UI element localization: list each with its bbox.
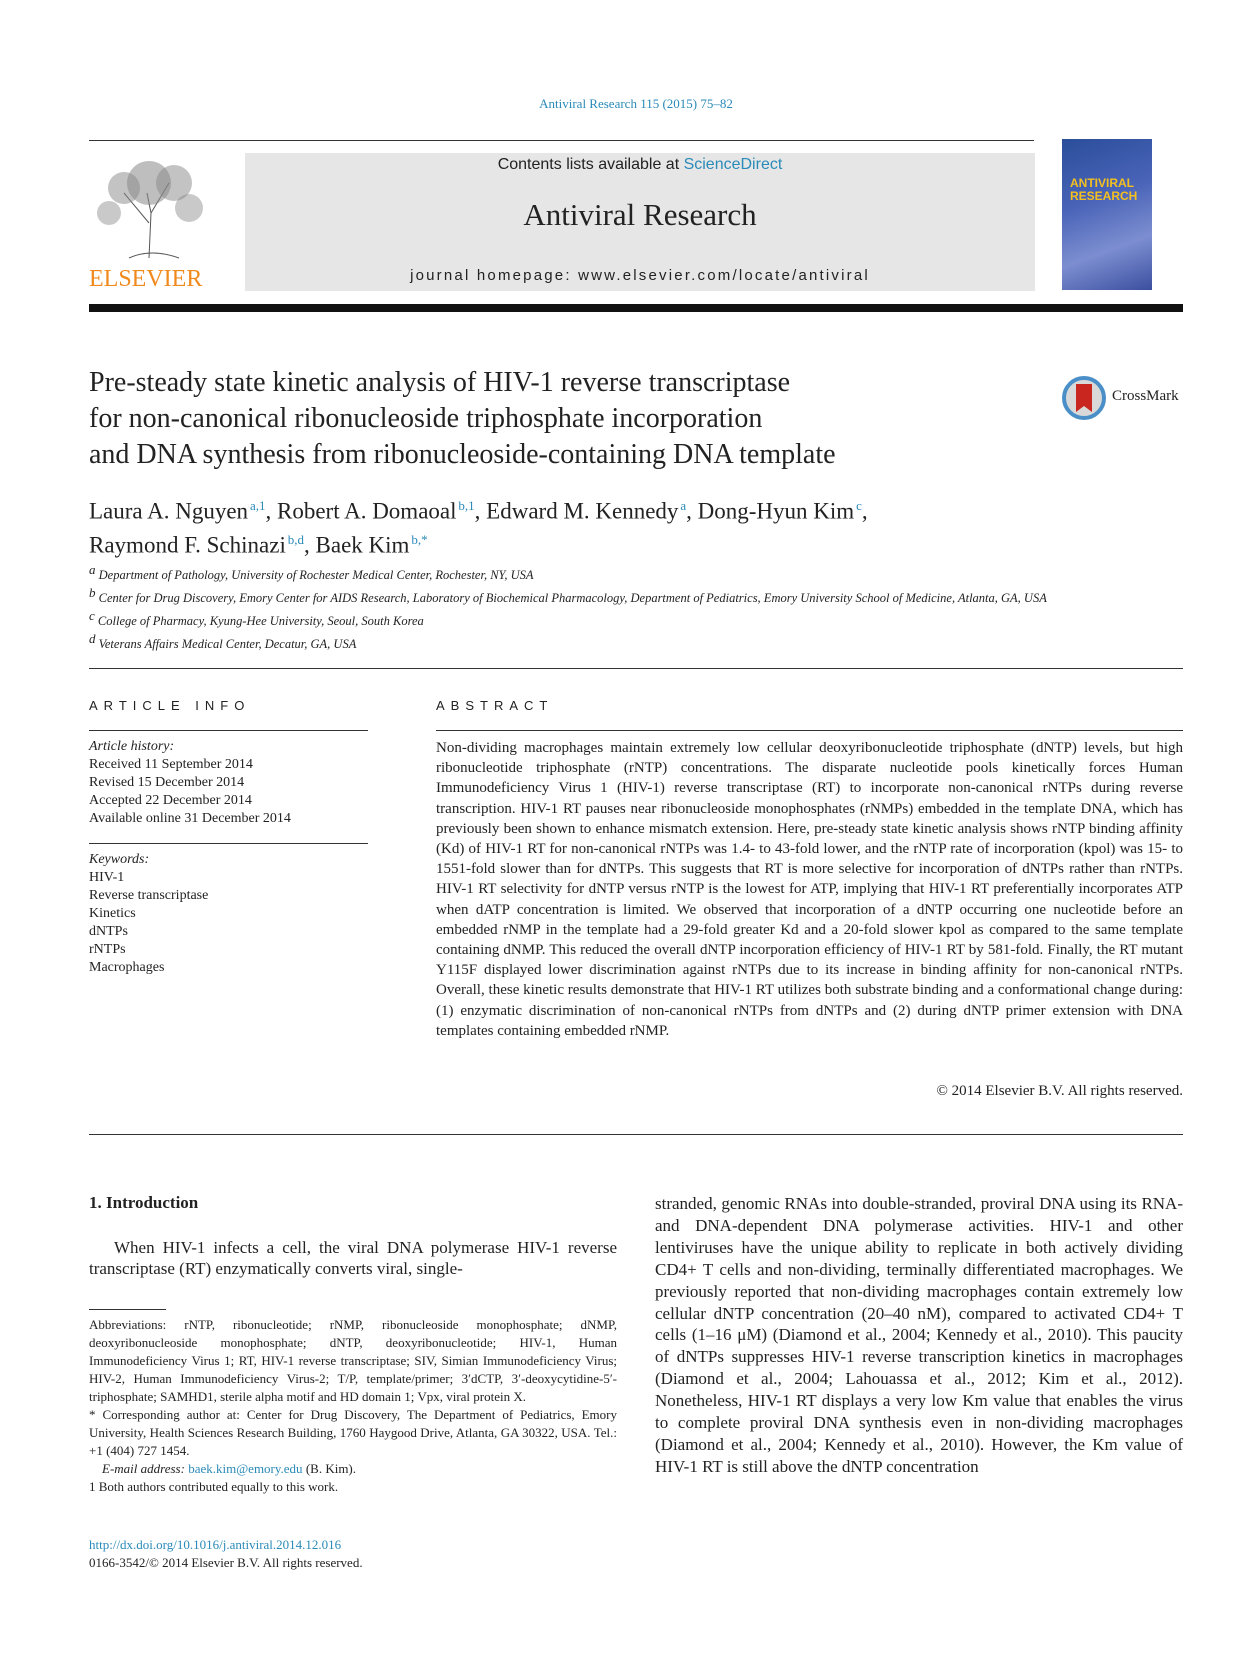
author-affiliation-mark[interactable]: a (680, 498, 687, 513)
title-line: Pre-steady state kinetic analysis of HIV-1 reverse transcriptase (89, 367, 791, 398)
introduction-text-right: stranded, genomic RNAs into double-stranded, proviral DNA using its RNA- and DNA-dependent DNA polymerase activities. HIV-1 and other lentiviruses have the unique ability to replicate in both actively dividing CD4+ T cells and non-dividing, terminally differentiated macrophages. We previously reported that non-dividing macrophages contain extremely low cellular dNTP concentration (20–40 nM), compared to activated CD4+ T cells (1–16 μM) (Diamond et al., 2004; Kennedy et al., 2010). This paucity of dNTPs suppresses HIV-1 reverse transcription kinetics in macrophages (Diamond et al., 2004; Lahouassa et al., 2012; Kim et al., 2012). Nonetheless, HIV-1 RT displays a very low Km value that enables the virus to complete proviral DNA synthesis even in non-dividing macrophages (Diamond et al., 2004; Kennedy et al., 2010). However, the Km value of HIV-1 RT is still above the dNTP concentration (655, 1194, 1183, 1476)
header-rule (89, 140, 1034, 141)
abstract-rule (436, 730, 1183, 731)
footnotes (89, 1316, 617, 1496)
header-thick-rule (89, 304, 1183, 312)
crossmark-icon (1062, 376, 1106, 420)
doi-block (89, 1536, 363, 1572)
keyword: Reverse transcriptase (89, 888, 209, 903)
article-history (89, 738, 291, 828)
keyword: Kinetics (89, 906, 136, 921)
affiliation: $^d$ Veterans Affairs Medical Center, Decatur, GA, USA (89, 631, 357, 652)
author-name: Baek Kim (315, 532, 410, 558)
keyword: dNTPs (89, 924, 128, 939)
elsevier-logo (89, 153, 216, 293)
history-label: Article history: (89, 739, 175, 754)
journal-cover-image (1062, 139, 1152, 290)
abbreviations-footnote: Abbreviations: rNTP, ribonucleotide; rNMP, ribonucleoside monophosphate; dNMP, deoxyribonucleoside monophosphate; dNTP, deoxyribonucleotide; HIV-1, Human Immunodeficiency Virus 1; RT, HIV-1 reverse transcriptase; SIV, Simian Immunodeficiency Virus; HIV-2, Human Immunodeficiency Virus-2; T/P, template/primer; 3′dCTP, 3′-deoxycytidine-5′-triphosphate; SAMHD1, sterile alpha motif and HD domain 1; Vpx, viral protein X. (89, 1317, 617, 1404)
cover-title: ANTIVIRAL RESEARCH (1070, 176, 1138, 203)
contents-prefix: Contents lists available at (497, 156, 684, 173)
author-affiliation-mark[interactable]: b,d (287, 531, 305, 547)
email-link[interactable]: baek.kim@emory.edu (188, 1461, 303, 1476)
journal-homepage[interactable]: journal homepage: www.elsevier.com/locate/antiviral (410, 267, 870, 284)
affiliation: $^b$ Center for Drug Discovery, Emory Center for AIDS Research, Laboratory of Biochemical Pharmacology, Department of Pediatrics, Emory University School of Medicine, Atlanta, GA, USA (89, 585, 1047, 606)
keywords-label: Keywords: (89, 852, 150, 867)
issn-line: 0166-3542/© 2014 Elsevier B.V. All rights reserved. (89, 1555, 363, 1570)
introduction-heading: 1. Introduction (89, 1193, 199, 1212)
author-name: Robert A. Domaoal (277, 498, 457, 524)
keyword: rNTPs (89, 942, 126, 957)
title-line: and DNA synthesis from ribonucleoside-containing DNA template (89, 439, 836, 470)
author-affiliation-mark[interactable]: a,1 (249, 498, 266, 513)
abstract-heading: ABSTRACT (436, 698, 554, 713)
author-name: Laura A. Nguyen (89, 498, 249, 524)
keywords (89, 851, 208, 977)
sciencedirect-link[interactable]: ScienceDirect (683, 156, 783, 173)
history-item: Received 11 September 2014 (89, 757, 253, 772)
affiliations (89, 561, 1183, 654)
abstract-copyright: © 2014 Elsevier B.V. All rights reserved. (936, 1083, 1183, 1099)
equal-contribution-footnote: 1 Both authors contributed equally to this work. (89, 1479, 339, 1494)
journal-citation[interactable]: Antiviral Research 115 (2015) 75–82 (539, 96, 733, 111)
introduction-text-left: When HIV-1 infects a cell, the viral DNA polymerase HIV-1 reverse transcriptase (RT) enzymatically converts viral, single- (89, 1238, 617, 1278)
contents-line (245, 153, 1035, 177)
author-affiliation-mark[interactable]: b,1 (458, 498, 475, 513)
author-name: Raymond F. Schinazi (89, 532, 286, 558)
affiliation: $^a$ Department of Pathology, University of Rochester Medical Center, Rochester, NY, USA (89, 562, 534, 583)
article-info-heading: ARTICLE INFO (89, 698, 251, 713)
keyword: HIV-1 (89, 870, 125, 885)
author-list: Laura A. Nguyen $^{a,1}$, Robert A. Domaoal $^{b,1}$, Edward M. Kennedy $^a$, Dong-Hyun Kim $^c$, Raymond F. Schinazi $^{b,d}$, Baek Kim $^{b,*}$ (89, 498, 868, 558)
author-affiliation-mark[interactable]: b,* (411, 531, 428, 547)
footnote-rule (89, 1309, 166, 1310)
corresponding-footnote: * Corresponding author at: Center for Drug Discovery, The Department of Pediatrics, Emory University, Health Sciences Research Building, 1760 Haygood Drive, Atlanta, GA 30322, USA. Tel.: +1 (404) 727 1454. (89, 1407, 617, 1458)
elsevier-wordmark: ELSEVIER (89, 266, 203, 292)
history-item: Accepted 22 December 2014 (89, 793, 252, 808)
section-divider (89, 1134, 1183, 1135)
author-name: Dong-Hyun Kim (697, 498, 855, 524)
journal-masthead (245, 153, 1035, 291)
crossmark-badge[interactable] (1062, 376, 1197, 420)
section-divider (89, 668, 1183, 669)
title-line: for non-canonical ribonucleoside triphosphate incorporation (89, 403, 763, 434)
author-name: Edward M. Kennedy (486, 498, 679, 524)
email-footnote: E-mail address: baek.kim@emory.edu (B. Kim). (102, 1461, 357, 1476)
history-item: Available online 31 December 2014 (89, 811, 291, 826)
article-title (89, 365, 1009, 473)
info-rule (89, 843, 368, 844)
info-rule (89, 730, 368, 731)
affiliation: $^c$ College of Pharmacy, Kyung-Hee University, Seoul, South Korea (89, 608, 424, 629)
crossmark-label: CrossMark (1112, 388, 1179, 404)
journal-name: Antiviral Research (523, 197, 757, 232)
abstract-text: Non-dividing macrophages maintain extremely low cellular deoxyribonucleotide triphosphate (dNTP) levels, but high ribonucleotide triphosphate (rNTP) concentrations. The disparate nucleotide pools kinetically forces Human Immunodeficiency Virus 1 (HIV-1) reverse transcriptase (RT) to incorporate non-canonical rNTPs during reverse transcription. HIV-1 RT pauses near ribonucleoside monophosphates (rNMPs) embedded in the template DNA, which has previously been shown to enhance mismatch extension. Here, pre-steady state kinetic analysis shows rNTP binding affinity (Kd) of HIV-1 RT for non-canonical rNTPs was 1.4- to 43-fold lower, and the rNTP rate of incorporation (kpol) was 15- to 1551-fold slower than for dNTPs. This suggests that RT is more selective for incorporation of dNTPs rather than rNTPs. HIV-1 RT selectivity for dNTP versus rNTP is the lowest for ATP, implying that HIV-1 RT preferentially incorporates ATP when dATP concentration is limited. We observed that incorporation of a dNTP occurring one nucleotide before an embedded rNMP in the template had a 29-fold greater Kd and a 20-fold slower kpol as compared to the same template containing dNMP. This reduced the overall dNTP incorporation efficiency of HIV-1 RT by 581-fold. Finally, the RT mutant Y115F displayed lower discrimination against rNTPs due to its increase in binding affinity for non-canonical rNTPs. Overall, these kinetic results demonstrate that HIV-1 RT utilizes both substrate binding and a conformational change during: (1) enzymatic discrimination of non-canonical rNTPs from dNTPs and (2) during dNTP primer extension with DNA templates containing embedded rNMP. (436, 740, 1183, 1039)
doi-link[interactable]: http://dx.doi.org/10.1016/j.antiviral.2014.12.016 (89, 1537, 342, 1552)
keyword: Macrophages (89, 960, 165, 975)
history-item: Revised 15 December 2014 (89, 775, 245, 790)
author-affiliation-mark[interactable]: c (856, 498, 862, 513)
